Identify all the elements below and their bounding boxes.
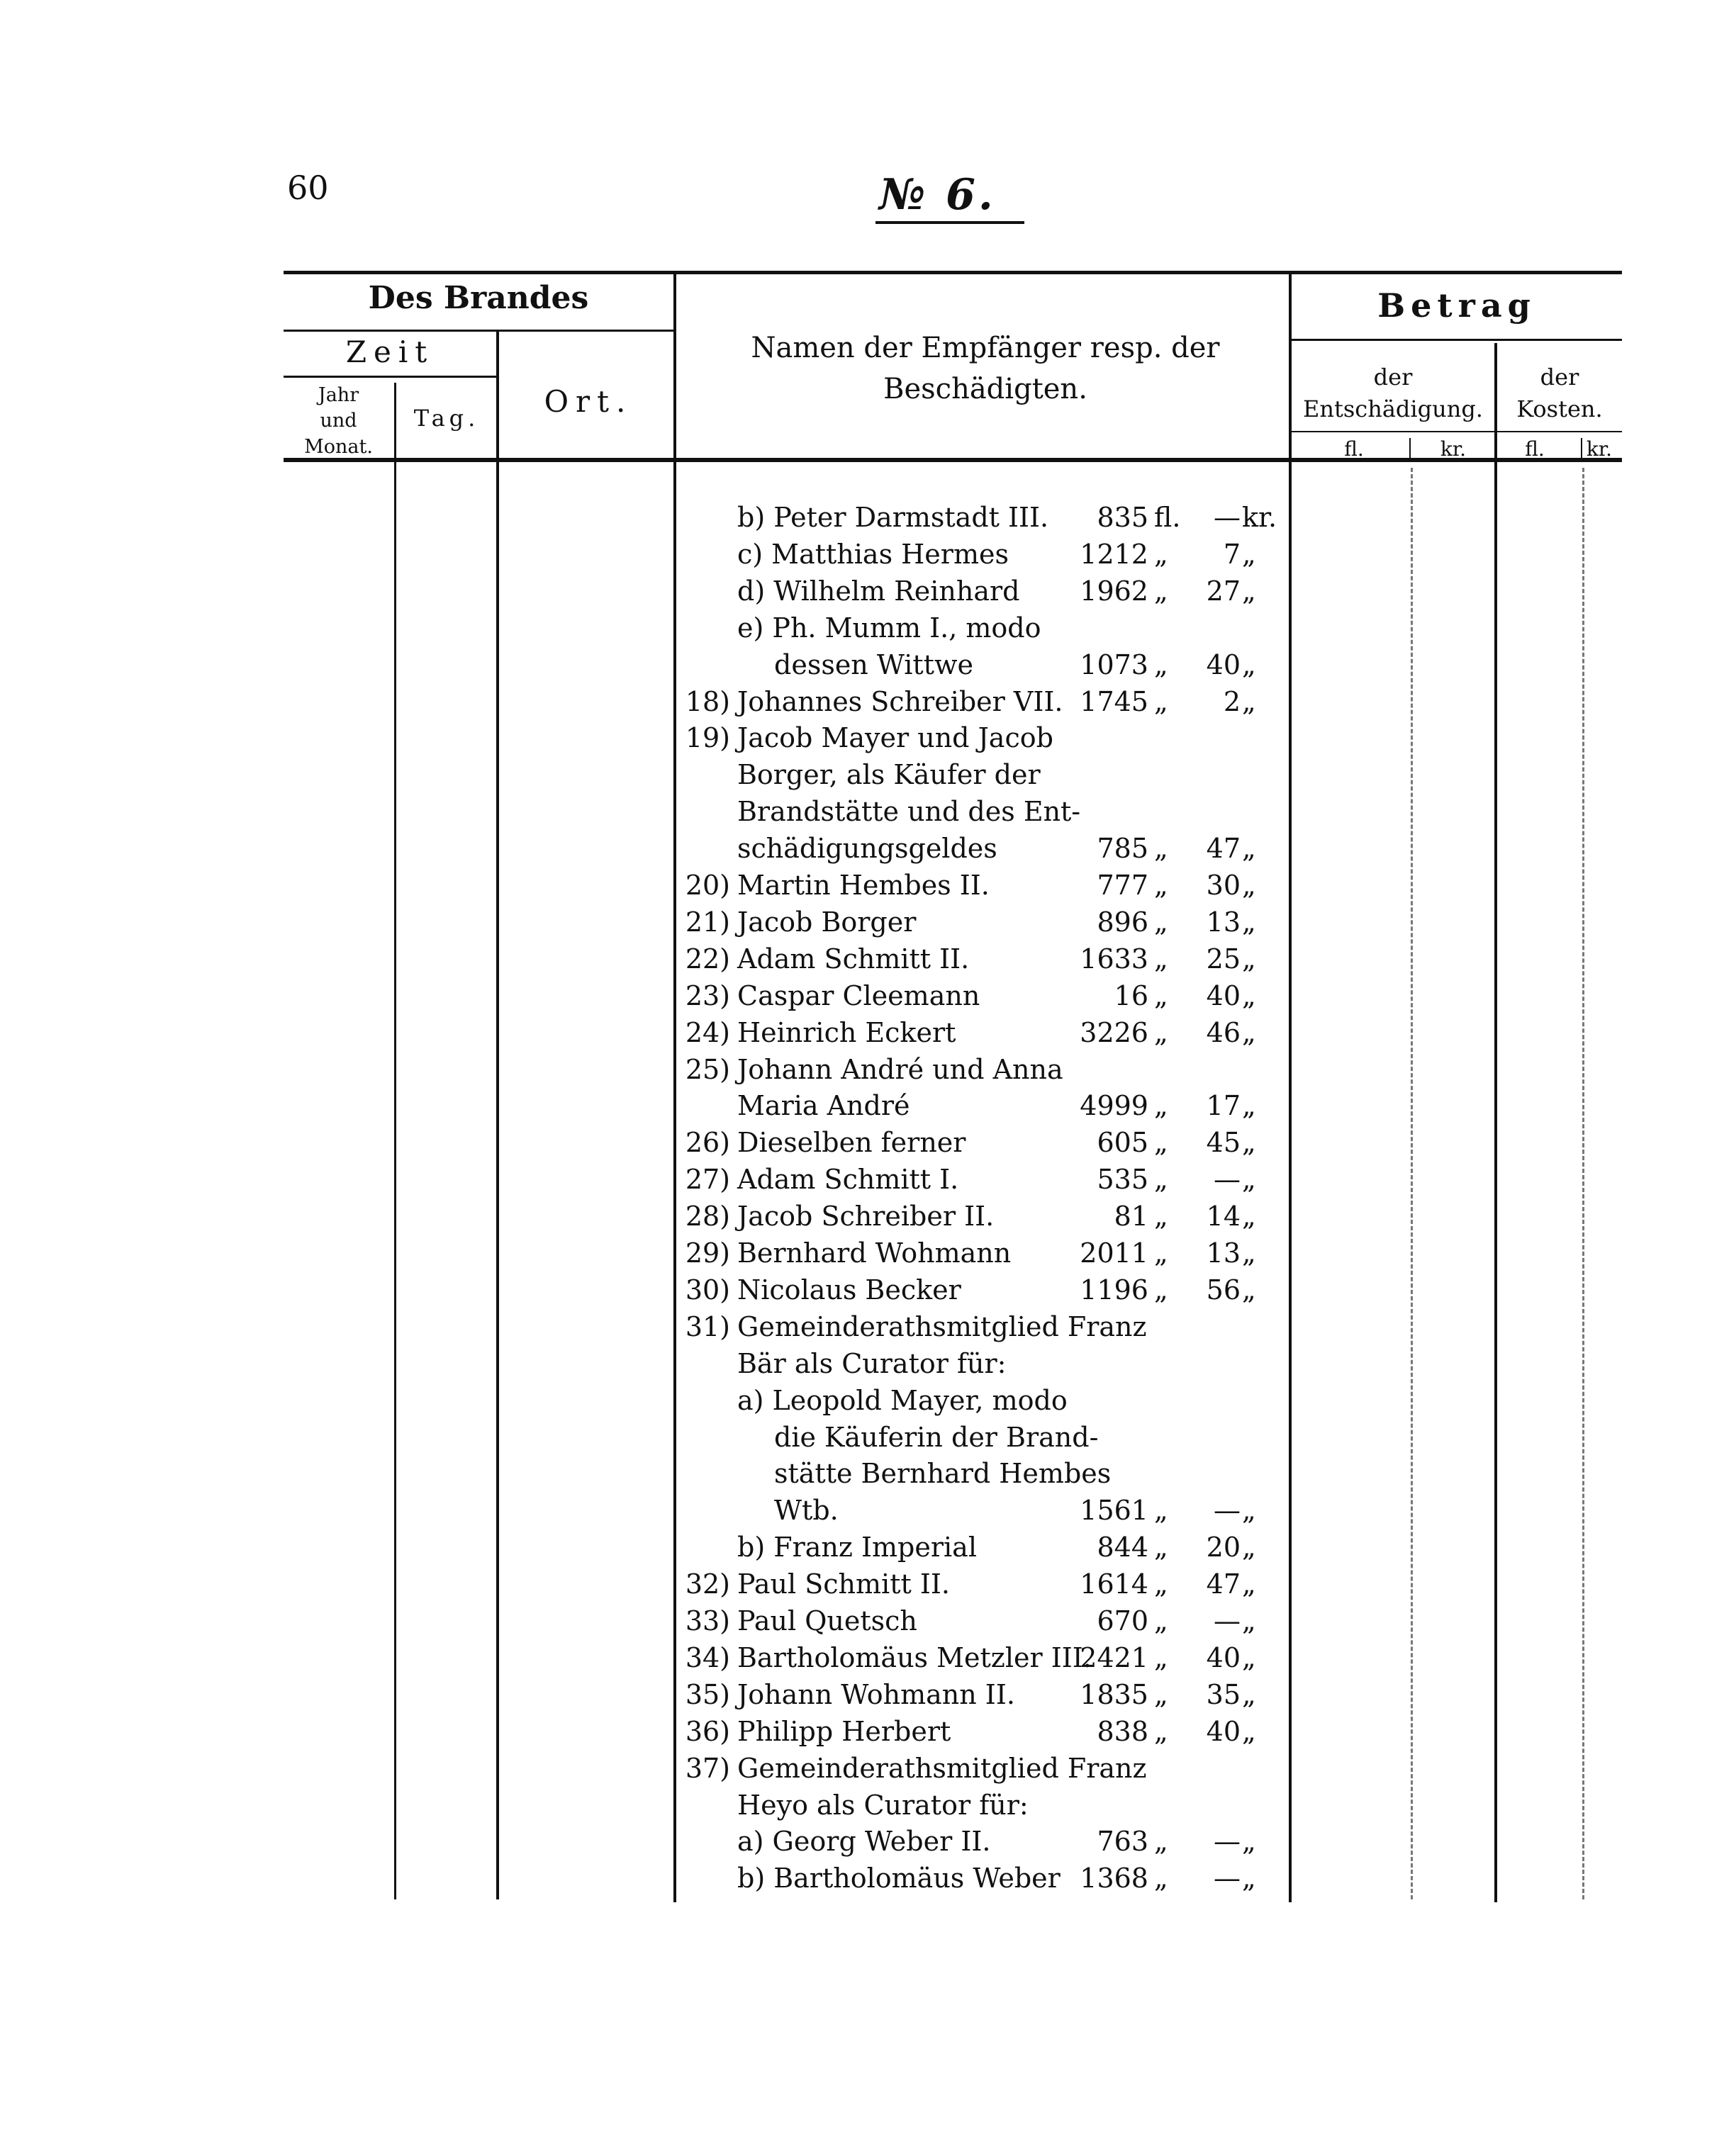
entry-number: 33) bbox=[685, 1605, 730, 1636]
entry-amount-fl: 605 bbox=[1097, 1127, 1148, 1159]
entry-name: Nicolaus Becker bbox=[737, 1274, 961, 1306]
entry-number: 18) bbox=[685, 685, 730, 717]
entry-name: c) Matthias Hermes bbox=[737, 538, 1009, 570]
entry-name: b) Franz Imperial bbox=[737, 1532, 977, 1563]
entry-fl-unit: „ bbox=[1154, 685, 1168, 717]
entry-number: 31) bbox=[685, 1310, 730, 1342]
entry-amount-fl: 1368 bbox=[1080, 1863, 1148, 1894]
entry-fl-unit: „ bbox=[1154, 1532, 1168, 1563]
col-dash-ent bbox=[1411, 468, 1413, 1899]
entry-amount-kr: 45 bbox=[1206, 1127, 1241, 1159]
entry-name: b) Bartholomäus Weber bbox=[737, 1863, 1061, 1894]
entry-name: b) Peter Darmstadt III. bbox=[737, 502, 1049, 533]
entry-kr-unit: „ bbox=[1242, 1532, 1256, 1563]
entry-kr-unit: „ bbox=[1242, 1237, 1256, 1269]
entry-kr-unit: „ bbox=[1242, 1568, 1256, 1600]
header-ent-line: der bbox=[1373, 364, 1413, 391]
entry-fl-unit: „ bbox=[1154, 1090, 1168, 1122]
entry-name: Johann Wohmann II. bbox=[737, 1678, 1015, 1710]
entry-name: Jacob Mayer und Jacob bbox=[737, 722, 1053, 754]
table-top-rule bbox=[284, 271, 1622, 274]
entry-fl-unit: fl. bbox=[1154, 502, 1181, 533]
entry-name: Adam Schmitt II. bbox=[737, 943, 970, 975]
entry-amount-kr: — bbox=[1214, 1863, 1241, 1894]
entry-name: Paul Quetsch bbox=[737, 1605, 917, 1636]
document-number: № 6. bbox=[879, 170, 996, 220]
entry-fl-unit: „ bbox=[1154, 979, 1168, 1011]
entry-amount-fl: 1212 bbox=[1080, 538, 1148, 570]
entry-kr-unit: „ bbox=[1242, 1641, 1256, 1673]
entry-kr-unit: „ bbox=[1242, 1164, 1256, 1196]
header-ent-kr: kr. bbox=[1440, 437, 1467, 461]
entry-amount-kr: — bbox=[1214, 1495, 1241, 1527]
entry-fl-unit: „ bbox=[1154, 1274, 1168, 1306]
entry-amount-fl: 1073 bbox=[1080, 649, 1148, 680]
entry-number: 34) bbox=[685, 1641, 730, 1673]
entry-number: 21) bbox=[685, 906, 730, 938]
entry-fl-unit: „ bbox=[1154, 1568, 1168, 1600]
entry-kr-unit: „ bbox=[1242, 1826, 1256, 1858]
entry-fl-unit: „ bbox=[1154, 538, 1168, 570]
entry-kr-unit: „ bbox=[1242, 1495, 1256, 1527]
entry-amount-kr: — bbox=[1214, 1164, 1241, 1196]
header-entschaedigung bbox=[1290, 361, 1496, 425]
entry-kr-unit: „ bbox=[1242, 1201, 1256, 1233]
header-jahr-line: Monat. bbox=[304, 435, 373, 458]
entry-number: 20) bbox=[685, 870, 730, 901]
entry-amount-kr: 35 bbox=[1206, 1678, 1241, 1710]
header-betrag: Betrag bbox=[1377, 286, 1536, 325]
entry-name: Bär als Curator für: bbox=[737, 1347, 1007, 1379]
header-jahr-line: Jahr bbox=[318, 384, 359, 406]
page-number: 60 bbox=[287, 169, 329, 207]
entry-number: 29) bbox=[685, 1237, 730, 1269]
entry-amount-kr: — bbox=[1214, 1605, 1241, 1636]
header-kos-line: Kosten. bbox=[1516, 395, 1603, 422]
entry-name: Philipp Herbert bbox=[737, 1715, 951, 1747]
document-number-underline bbox=[875, 221, 1024, 224]
entry-name: Wtb. bbox=[774, 1495, 839, 1527]
entry-name: Gemeinderathsmitglied Franz bbox=[737, 1752, 1147, 1784]
entry-amount-fl: 535 bbox=[1097, 1164, 1148, 1196]
entry-number: 25) bbox=[685, 1053, 730, 1085]
entry-amount-fl: 1196 bbox=[1080, 1274, 1148, 1306]
entry-fl-unit: „ bbox=[1154, 1826, 1168, 1858]
entry-amount-kr: — bbox=[1214, 502, 1241, 533]
entry-amount-fl: 81 bbox=[1114, 1201, 1148, 1233]
entry-amount-kr: 47 bbox=[1206, 1568, 1241, 1600]
entry-fl-unit: „ bbox=[1154, 833, 1168, 865]
header-tag: Tag. bbox=[413, 405, 480, 432]
brandes-rule bbox=[284, 330, 673, 332]
entry-name: a) Leopold Mayer, modo bbox=[737, 1384, 1068, 1416]
entry-name: Johann André und Anna bbox=[737, 1053, 1063, 1085]
entry-number: 23) bbox=[685, 979, 730, 1011]
entry-kr-unit: „ bbox=[1242, 1274, 1256, 1306]
entry-amount-fl: 835 bbox=[1097, 502, 1148, 533]
entry-name: Caspar Cleemann bbox=[737, 979, 980, 1011]
entry-amount-kr: 13 bbox=[1206, 906, 1241, 938]
entry-number: 37) bbox=[685, 1752, 730, 1784]
header-kos-line: der bbox=[1540, 364, 1579, 391]
entry-amount-kr: 27 bbox=[1206, 575, 1241, 607]
entry-number: 24) bbox=[685, 1016, 730, 1048]
entry-kr-unit: „ bbox=[1242, 538, 1256, 570]
zeit-rule bbox=[284, 376, 496, 378]
header-kos-kr: kr. bbox=[1586, 437, 1613, 461]
entry-name: Borger, als Käufer der bbox=[737, 759, 1041, 791]
entry-name: Bartholomäus Metzler III. bbox=[737, 1641, 1092, 1673]
entry-amount-kr: 47 bbox=[1206, 833, 1241, 865]
entry-fl-unit: „ bbox=[1154, 1715, 1168, 1747]
entry-amount-fl: 1561 bbox=[1080, 1495, 1148, 1527]
entry-amount-kr: 40 bbox=[1206, 979, 1241, 1011]
entry-fl-unit: „ bbox=[1154, 1678, 1168, 1710]
entry-fl-unit: „ bbox=[1154, 1495, 1168, 1527]
entry-kr-unit: „ bbox=[1242, 1090, 1256, 1122]
entry-fl-unit: „ bbox=[1154, 649, 1168, 680]
header-ent-fl: fl. bbox=[1344, 437, 1364, 461]
entry-amount-fl: 1835 bbox=[1080, 1678, 1148, 1710]
entry-name: Jacob Borger bbox=[737, 906, 917, 938]
entry-name: Heinrich Eckert bbox=[737, 1016, 956, 1048]
entry-number: 36) bbox=[685, 1715, 730, 1747]
entry-amount-kr: 40 bbox=[1206, 649, 1241, 680]
entry-name: Gemeinderathsmitglied Franz bbox=[737, 1310, 1147, 1342]
entry-kr-unit: „ bbox=[1242, 1715, 1256, 1747]
entry-amount-fl: 1962 bbox=[1080, 575, 1148, 607]
entry-number: 30) bbox=[685, 1274, 730, 1306]
entry-amount-fl: 670 bbox=[1097, 1605, 1148, 1636]
entry-kr-unit: „ bbox=[1242, 833, 1256, 865]
entry-name: Bernhard Wohmann bbox=[737, 1237, 1012, 1269]
entry-kr-unit: „ bbox=[1242, 1016, 1256, 1048]
entry-amount-kr: 56 bbox=[1206, 1274, 1241, 1306]
entry-amount-kr: 2 bbox=[1223, 685, 1241, 717]
col-rule-ort bbox=[673, 272, 676, 1902]
header-jahr-line: und bbox=[320, 410, 357, 432]
entry-kr-unit: „ bbox=[1242, 1605, 1256, 1636]
entry-number: 35) bbox=[685, 1678, 730, 1710]
entry-fl-unit: „ bbox=[1154, 1201, 1168, 1233]
header-namen-line: Beschädigten. bbox=[883, 373, 1087, 405]
header-jahr-und-monat bbox=[284, 383, 393, 460]
col-rule-jahr bbox=[394, 383, 396, 1899]
betrag-rule bbox=[1292, 339, 1622, 341]
entry-fl-unit: „ bbox=[1154, 575, 1168, 607]
header-zeit: Zeit bbox=[345, 335, 435, 369]
header-ort: Ort. bbox=[544, 384, 633, 419]
entry-amount-fl: 16 bbox=[1114, 979, 1148, 1011]
entry-amount-fl: 844 bbox=[1097, 1532, 1148, 1563]
entry-amount-fl: 838 bbox=[1097, 1715, 1148, 1747]
header-kos-fl: fl. bbox=[1525, 437, 1545, 461]
entry-name: Jacob Schreiber II. bbox=[737, 1201, 995, 1233]
col-dash-kos bbox=[1582, 468, 1584, 1899]
entry-name: Paul Schmitt II. bbox=[737, 1568, 950, 1600]
entry-amount-kr: 40 bbox=[1206, 1641, 1241, 1673]
entry-fl-unit: „ bbox=[1154, 1016, 1168, 1048]
entry-amount-kr: 30 bbox=[1206, 870, 1241, 901]
entry-amount-fl: 763 bbox=[1097, 1826, 1148, 1858]
entry-name: e) Ph. Mumm I., modo bbox=[737, 612, 1041, 644]
entry-name: die Käuferin der Brand- bbox=[774, 1421, 1099, 1453]
entry-fl-unit: „ bbox=[1154, 1605, 1168, 1636]
entry-amount-fl: 1745 bbox=[1080, 685, 1148, 717]
entry-kr-unit: „ bbox=[1242, 1678, 1256, 1710]
entry-amount-kr: 14 bbox=[1206, 1201, 1241, 1233]
entry-amount-fl: 785 bbox=[1097, 833, 1148, 865]
entry-amount-fl: 2421 bbox=[1080, 1641, 1148, 1673]
col-rule-tag bbox=[496, 332, 499, 1899]
entry-amount-kr: 25 bbox=[1206, 943, 1241, 975]
entry-name: schädigungsgeldes bbox=[737, 833, 997, 865]
entry-kr-unit: „ bbox=[1242, 943, 1256, 975]
header-kosten bbox=[1496, 361, 1623, 425]
entry-kr-unit: „ bbox=[1242, 906, 1256, 938]
entry-name: Brandstätte und des Ent- bbox=[737, 796, 1081, 828]
entry-amount-fl: 1614 bbox=[1080, 1568, 1148, 1600]
entry-amount-fl: 3226 bbox=[1080, 1016, 1148, 1048]
header-des-brandes: Des Brandes bbox=[368, 280, 589, 316]
entry-number: 28) bbox=[685, 1201, 730, 1233]
col-rule-namen bbox=[1289, 272, 1292, 1902]
entry-kr-unit: „ bbox=[1242, 685, 1256, 717]
entry-fl-unit: „ bbox=[1154, 1164, 1168, 1196]
entry-number: 22) bbox=[685, 943, 730, 975]
entry-kr-unit: kr. bbox=[1242, 502, 1277, 533]
entry-name: Dieselben ferner bbox=[737, 1127, 966, 1159]
entry-amount-kr: 17 bbox=[1206, 1090, 1241, 1122]
entry-fl-unit: „ bbox=[1154, 1127, 1168, 1159]
entry-kr-unit: „ bbox=[1242, 575, 1256, 607]
kos-rule bbox=[1496, 431, 1622, 432]
entry-amount-fl: 1633 bbox=[1080, 943, 1148, 975]
entry-fl-unit: „ bbox=[1154, 870, 1168, 901]
entry-name: d) Wilhelm Reinhard bbox=[737, 575, 1020, 607]
header-namen bbox=[681, 327, 1290, 410]
entry-name: a) Georg Weber II. bbox=[737, 1826, 991, 1858]
entry-amount-fl: 4999 bbox=[1080, 1090, 1148, 1122]
entry-name: Heyo als Curator für: bbox=[737, 1789, 1029, 1821]
entry-kr-unit: „ bbox=[1242, 870, 1256, 901]
entry-kr-unit: „ bbox=[1242, 1127, 1256, 1159]
entry-amount-fl: 896 bbox=[1097, 906, 1148, 938]
entry-number: 26) bbox=[685, 1127, 730, 1159]
header-ent-line: Entschädigung. bbox=[1303, 395, 1483, 422]
entry-amount-fl: 777 bbox=[1097, 870, 1148, 901]
entry-fl-unit: „ bbox=[1154, 1237, 1168, 1269]
entry-name: dessen Wittwe bbox=[774, 649, 973, 680]
entry-amount-fl: 2011 bbox=[1080, 1237, 1148, 1269]
entry-number: 19) bbox=[685, 722, 730, 754]
entry-amount-kr: 20 bbox=[1206, 1532, 1241, 1563]
entry-name: Adam Schmitt I. bbox=[737, 1164, 959, 1196]
entry-name: Maria André bbox=[737, 1090, 910, 1122]
entry-fl-unit: „ bbox=[1154, 1641, 1168, 1673]
entry-name: Johannes Schreiber VII. bbox=[737, 685, 1063, 717]
entry-fl-unit: „ bbox=[1154, 1863, 1168, 1894]
entry-name: stätte Bernhard Hembes bbox=[774, 1458, 1112, 1490]
entry-amount-kr: 40 bbox=[1206, 1715, 1241, 1747]
ent-rule bbox=[1292, 431, 1497, 432]
header-namen-line: Namen der Empfänger resp. der bbox=[751, 332, 1220, 364]
entry-amount-kr: 7 bbox=[1223, 538, 1241, 570]
entry-number: 32) bbox=[685, 1568, 730, 1600]
entry-amount-kr: 46 bbox=[1206, 1016, 1241, 1048]
entry-number: 27) bbox=[685, 1164, 730, 1196]
entry-name: Martin Hembes II. bbox=[737, 870, 990, 901]
entry-kr-unit: „ bbox=[1242, 979, 1256, 1011]
entry-kr-unit: „ bbox=[1242, 649, 1256, 680]
col-rule-betrag bbox=[1494, 343, 1497, 1902]
entry-kr-unit: „ bbox=[1242, 1863, 1256, 1894]
entry-amount-kr: 13 bbox=[1206, 1237, 1241, 1269]
entry-fl-unit: „ bbox=[1154, 943, 1168, 975]
entry-amount-kr: — bbox=[1214, 1826, 1241, 1858]
entry-fl-unit: „ bbox=[1154, 906, 1168, 938]
